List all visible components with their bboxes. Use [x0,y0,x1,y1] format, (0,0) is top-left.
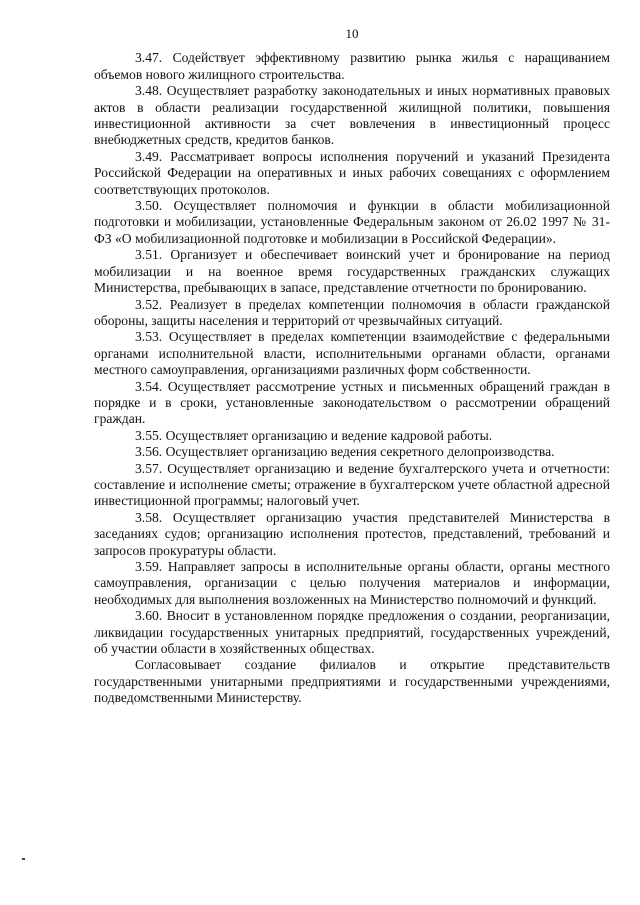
paragraph-3-51: 3.51. Организует и обеспечивает воинский учет и бронирование на период мобилизации и на военное время государственных гражданских служащих Министерства, пребывающих в запасе, представление отчетности по бронированию. [94,247,610,296]
paragraph-3-59: 3.59. Направляет запросы в исполнительные органы области, органы местного самоуправления, организации с целью получения материалов и информации, необходимых для выполнения возложенных на Министерство полномочий и функций. [94,559,610,607]
scan-dot-mark [22,858,25,860]
paragraph-3-48: 3.48. Осуществляет разработку законодательных и иных нормативных правовых актов в области реализации государственной жилищной политики, повышения инвестиционной активности за счет вовлечения в инвестиционный процесс внебюджетных средств, кредитов банков. [94,83,610,148]
page-number: 10 [345,26,359,41]
paragraph-3-58: 3.58. Осуществляет организацию участия представителей Министерства в заседаниях судов; организацию исполнения протестов, представлений, требований и запросов прокуратуры области. [94,509,610,558]
paragraph-3-55: 3.55. Осуществляет организацию и ведение кадровой работы. [135,427,493,443]
paragraph-3-50: 3.50. Осуществляет полномочия и функции в области мобилизационной подготовки и мобилизации, установленные Федеральным законом от 26.02 1997 № 31-ФЗ «О мобилизационной подготовке и мобилизации в Российской Федерации». [94,198,610,246]
paragraph-3-56: 3.56. Осуществляет организацию ведения секретного делопроизводства. [135,444,555,460]
paragraph-3-52: 3.52. Реализует в пределах компетенции полномочия в области гражданской обороны, защиты населения и территорий от чрезвычайных ситуаций. [94,296,610,328]
paragraph-3-57: 3.57. Осуществляет организацию и ведение бухгалтерского учета и отчетности: составление и исполнение сметы; отражение в бухгалтерском учете областной адресной инвестиционной программы; налоговый учет. [94,460,610,509]
paragraph-3-47: 3.47. Содействует эффективному развитию рынка жилья с наращиванием объемов нового жилищного строительства. [94,50,610,82]
paragraph-3-49: 3.49. Рассматривает вопросы исполнения поручений и указаний Президента Российской Федерации на оперативных и иных рабочих совещаниях с оформлением соответствующих протоколов. [94,148,610,197]
document-page [94,0,610,707]
paragraph-3-54: 3.54. Осуществляет рассмотрение устных и письменных обращений граждан в порядке и в сроки, установленные законодательством о рассмотрении обращений граждан. [94,378,610,427]
paragraph-3-60: 3.60. Вносит в установленном порядке предложения о создании, реорганизации, ликвидации государственных унитарных предприятий, государственных учреждений, об участии области в хозяйственных обществах. [94,608,610,657]
paragraph-branches-approval: Согласовывает создание филиалов и открытие представительств государственными унитарными предприятиями и государственными учреждениями, подведомственными Министерству. [94,657,610,706]
paragraph-3-53: 3.53. Осуществляет в пределах компетенции взаимодействие с федеральными органами исполнительной власти, исполнительными органами области, органами местного самоуправления, организациями различных форм собственности. [94,329,610,378]
